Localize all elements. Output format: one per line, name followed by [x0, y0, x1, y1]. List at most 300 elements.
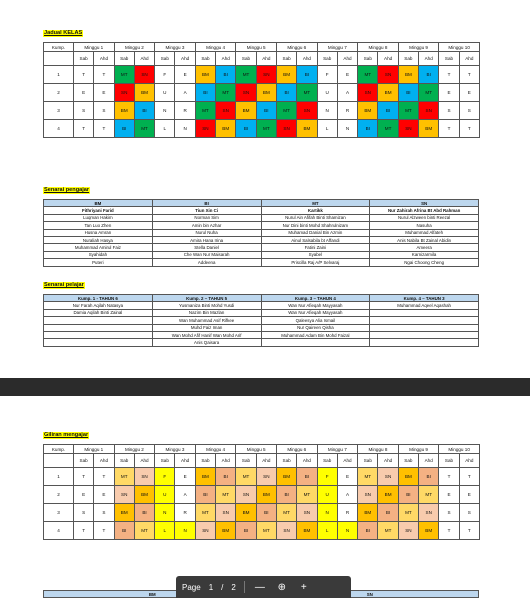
schedule-cell: BM	[236, 504, 256, 522]
list-cell: Muhammad Aqeel Aqashah	[370, 302, 479, 309]
schedule-cell: T	[439, 468, 459, 486]
day-header: Ahd	[94, 52, 114, 66]
list-cell	[44, 324, 153, 331]
day-header: Sab	[439, 454, 459, 468]
schedule-cell: BI	[134, 504, 154, 522]
schedule-cell: E	[439, 486, 459, 504]
schedule-cell: S	[94, 504, 114, 522]
day-header: Sab	[276, 454, 296, 468]
schedule-cell: SN	[256, 66, 276, 84]
schedule-cell: S	[94, 102, 114, 120]
pdf-page-2	[32, 396, 488, 598]
week-header: Minggu 3	[155, 445, 196, 454]
list-cell: Qaleesya Alia Ismail	[261, 317, 370, 324]
week-header: Minggu 7	[317, 445, 358, 454]
schedule-cell: BM	[297, 522, 317, 540]
schedule-cell: E	[337, 66, 357, 84]
list-cell: Nurul Ain Afifah Binti Shamizan	[261, 214, 370, 221]
schedule-cell: F	[317, 66, 337, 84]
schedule-cell: MT	[358, 66, 378, 84]
schedule-cell: T	[459, 522, 479, 540]
schedule-cell: T	[439, 66, 459, 84]
schedule-cell: SN	[419, 102, 439, 120]
schedule-cell: SN	[297, 102, 317, 120]
week-header: Minggu 2	[114, 43, 155, 52]
day-header: Sab	[358, 52, 378, 66]
group-cell: 4	[44, 522, 74, 540]
schedule-cell: BM	[236, 102, 256, 120]
week-header: Minggu 10	[439, 445, 480, 454]
list-cell: Husna Amran	[44, 229, 153, 236]
schedule-cell: MT	[195, 504, 215, 522]
schedule-cell: MT	[398, 504, 418, 522]
day-header: Ahd	[175, 454, 195, 468]
list-cell	[370, 309, 479, 316]
schedule-cell: BM	[378, 84, 398, 102]
schedule-cell: SN	[195, 522, 215, 540]
schedule-cell: SN	[276, 120, 296, 138]
week-header: Minggu 8	[358, 43, 399, 52]
schedule-cell: BI	[419, 66, 439, 84]
schedule-cell: BI	[216, 468, 236, 486]
group-header: Kump.	[44, 43, 74, 52]
schedule-cell: BM	[276, 66, 296, 84]
schedule-cell: SN	[398, 120, 418, 138]
schedule-cell: MT	[236, 468, 256, 486]
schedule-cell: T	[439, 120, 459, 138]
list-cell: Amira Hana Irina	[152, 236, 261, 243]
list-header: Kump. 2 – TAHUN 5	[152, 295, 261, 302]
schedule-cell: BM	[419, 120, 439, 138]
schedule-cell: A	[175, 84, 195, 102]
day-header: Ahd	[256, 52, 276, 66]
teachers-title: Senarai pengajar	[44, 187, 90, 193]
list-cell	[261, 339, 370, 346]
schedule-cell: SN	[276, 522, 296, 540]
schedule-cell: E	[175, 468, 195, 486]
schedule-cell: SN	[236, 486, 256, 504]
day-header: Ahd	[337, 454, 357, 468]
schedule-cell: MT	[358, 468, 378, 486]
schedule-cell: T	[94, 522, 114, 540]
schedule-cell: A	[337, 486, 357, 504]
week-header: Minggu 6	[276, 43, 317, 52]
schedule-cell: E	[459, 486, 479, 504]
schedule-cell: SN	[195, 120, 215, 138]
list-header: BI	[152, 200, 261, 207]
week-header: Minggu 1	[74, 445, 115, 454]
list-cell	[370, 324, 479, 331]
schedule-cell: BI	[419, 468, 439, 486]
lead-cell: Fithriyani Farid	[44, 207, 153, 214]
list-cell: Nasuha	[370, 222, 479, 229]
schedule-cell: N	[155, 102, 175, 120]
schedule-cell: U	[155, 486, 175, 504]
day-header: Sab	[155, 52, 175, 66]
schedule-cell: S	[459, 504, 479, 522]
schedule-cell: SN	[297, 504, 317, 522]
day-header: Ahd	[378, 52, 398, 66]
list-header: Kump. 4 – TAHUN 3	[370, 295, 479, 302]
list-cell: Syahidah	[44, 251, 153, 258]
schedule-cell: MT	[297, 84, 317, 102]
schedule-cell: S	[74, 102, 94, 120]
schedule-cell: MT	[419, 486, 439, 504]
schedule-cell: BI	[276, 84, 296, 102]
week-header: Minggu 4	[195, 445, 236, 454]
schedule-cell: N	[317, 504, 337, 522]
schedule-cell: BM	[398, 468, 418, 486]
schedule-cell: U	[155, 84, 175, 102]
list-cell: Stella Daniel	[152, 244, 261, 251]
group-header: Kump.	[44, 445, 74, 454]
schedule-cell: BI	[114, 120, 134, 138]
list-cell: Wan Mohd Afif Hanif Wan Mohd Arif	[152, 331, 261, 338]
day-header: Ahd	[419, 52, 439, 66]
schedule-cell: N	[337, 522, 357, 540]
list-cell: Norman Sim	[152, 214, 261, 221]
schedule-cell: SN	[216, 504, 236, 522]
schedule-cell: MT	[378, 120, 398, 138]
zoom-icon[interactable]: ⊕	[277, 581, 287, 593]
schedule-cell: MT	[236, 66, 256, 84]
list-cell: Yusmaniza Binti Mohd Yusdi	[152, 302, 261, 309]
schedule-cell: L	[155, 120, 175, 138]
schedule-cell: BM	[256, 486, 276, 504]
week-header: Minggu 10	[439, 43, 480, 52]
day-header: Sab	[74, 454, 94, 468]
schedule-cell: BI	[256, 102, 276, 120]
schedule-cell: SN	[134, 468, 154, 486]
page-separator: /	[221, 582, 224, 592]
blank-cell	[44, 454, 74, 468]
schedule-cell: F	[317, 468, 337, 486]
schedule-cell: L	[317, 120, 337, 138]
schedule-cell: BM	[216, 120, 236, 138]
group-cell: 4	[44, 120, 74, 138]
list-cell: Nur Dini binti Mohd Shahrulnizam	[261, 222, 370, 229]
schedule-cell: S	[459, 102, 479, 120]
list-cell: Nazim Bin Mazlan	[152, 309, 261, 316]
week-header: Minggu 9	[398, 445, 439, 454]
list-cell: Nurul Nuha	[152, 229, 261, 236]
day-header: Sab	[195, 52, 215, 66]
schedule-cell: E	[175, 66, 195, 84]
schedule-cell: BM	[378, 486, 398, 504]
group-cell: 3	[44, 102, 74, 120]
toolbar-divider	[244, 581, 245, 593]
day-header: Ahd	[256, 454, 276, 468]
schedule-cell: T	[74, 522, 94, 540]
schedule-cell: T	[439, 522, 459, 540]
zoom-out-button[interactable]: —	[254, 581, 265, 593]
schedule-cell: MT	[276, 504, 296, 522]
schedule-cell: BM	[419, 522, 439, 540]
page-gap	[0, 378, 530, 396]
schedule-cell: SN	[419, 504, 439, 522]
schedule-cell: MT	[378, 522, 398, 540]
schedule-cell: N	[175, 522, 195, 540]
schedule-cell: E	[94, 486, 114, 504]
list-cell: Nuraliah Hasya	[44, 236, 153, 243]
blank-cell	[44, 52, 74, 66]
list-cell: Wan Muhammad Asif Rifkee	[152, 317, 261, 324]
schedule-cell: MT	[134, 522, 154, 540]
schedule-cell: MT	[419, 84, 439, 102]
schedule-cell: BM	[398, 66, 418, 84]
day-header: Ahd	[216, 454, 236, 468]
day-header: Sab	[236, 454, 256, 468]
week-header: Minggu 3	[155, 43, 196, 52]
list-cell: Muhammad Adam Bin Mohd Faizal	[261, 331, 370, 338]
day-header: Ahd	[419, 454, 439, 468]
lead-cell: Kartikk	[261, 207, 370, 214]
schedule-cell: E	[74, 84, 94, 102]
group-cell: 3	[44, 504, 74, 522]
schedule-cell: SN	[114, 486, 134, 504]
schedule-cell: BI	[378, 102, 398, 120]
schedule-cell: SN	[114, 84, 134, 102]
day-header: Sab	[155, 454, 175, 468]
students-table	[43, 294, 479, 347]
schedule-cell: BM	[134, 486, 154, 504]
list-header: BM	[44, 200, 153, 207]
schedule-cell: S	[439, 504, 459, 522]
schedule-cell: U	[317, 84, 337, 102]
list-cell: Ngai Choong Cheng	[370, 259, 479, 266]
page-label: Page	[182, 582, 201, 592]
day-header: Ahd	[297, 52, 317, 66]
schedule-cell: E	[439, 84, 459, 102]
list-cell: Muhammad Amirul Faiz	[44, 244, 153, 251]
schedule-cell: T	[94, 66, 114, 84]
schedule-cell: R	[175, 504, 195, 522]
list-cell: Anis Qaisara	[152, 339, 261, 346]
schedule-cell: SN	[216, 102, 236, 120]
list-cell: Luqman Hakim	[44, 214, 153, 221]
schedule-cell: MT	[256, 522, 276, 540]
schedule-cell: BM	[195, 66, 215, 84]
list-cell	[44, 317, 153, 324]
list-cell	[370, 317, 479, 324]
list-cell: Anis Nabila Bt Zainal Abidin	[370, 236, 479, 243]
schedule-cell: SN	[378, 66, 398, 84]
schedule-cell: R	[175, 102, 195, 120]
week-header: Minggu 5	[236, 445, 277, 454]
schedule-cell: MT	[297, 486, 317, 504]
schedule-cell: MT	[195, 102, 215, 120]
list-cell: Nur Qaireen Qisha	[261, 324, 370, 331]
list-cell: Ameera	[370, 244, 479, 251]
schedule-cell: BI	[297, 66, 317, 84]
list-header: SN	[370, 200, 479, 207]
week-header: Minggu 4	[195, 43, 236, 52]
schedule-cell: SN	[134, 66, 154, 84]
schedule-cell: T	[459, 120, 479, 138]
list-header: BM	[44, 591, 262, 598]
lead-cell: Nur Zahirah Afrina Bt Abd Rahman	[370, 207, 479, 214]
schedule-cell: SN	[358, 486, 378, 504]
schedule-cell: SN	[256, 468, 276, 486]
list-header: Kump. 1 - TAHUN 6	[44, 295, 153, 302]
day-header: Sab	[317, 454, 337, 468]
schedule-cell: T	[94, 120, 114, 138]
schedule-cell: A	[337, 84, 357, 102]
schedule-cell: BM	[114, 504, 134, 522]
schedule-cell: BI	[358, 522, 378, 540]
schedule-cell: N	[337, 120, 357, 138]
schedule-cell: MT	[114, 468, 134, 486]
schedule-cell: BI	[236, 522, 256, 540]
week-header: Minggu 2	[114, 445, 155, 454]
day-header: Sab	[398, 52, 418, 66]
zoom-in-button[interactable]: +	[300, 581, 307, 593]
schedule-cell: BM	[358, 102, 378, 120]
day-header: Ahd	[175, 52, 195, 66]
schedule-cell: BM	[114, 102, 134, 120]
schedule-cell: BI	[195, 486, 215, 504]
schedule-cell: L	[155, 522, 175, 540]
schedule-cell: MT	[276, 102, 296, 120]
list-cell	[44, 339, 153, 346]
schedule-cell: T	[74, 120, 94, 138]
pdf-viewer-toolbar	[176, 576, 351, 598]
schedule-cell: N	[155, 504, 175, 522]
week-header: Minggu 5	[236, 43, 277, 52]
schedule-cell: MT	[216, 486, 236, 504]
list-cell: Amin bin Azhar	[152, 222, 261, 229]
schedule-cell: T	[74, 468, 94, 486]
schedule-cell: SN	[236, 84, 256, 102]
list-cell: Priscilla Raj A/P Selvaraj	[261, 259, 370, 266]
schedule-cell: MT	[134, 120, 154, 138]
list-cell: Ainul Salsabila bt Affandi	[261, 236, 370, 243]
week-header: Minggu 8	[358, 445, 399, 454]
day-header: Ahd	[134, 52, 154, 66]
schedule-cell: BI	[134, 102, 154, 120]
list-cell: Muhammad Alfateh	[370, 229, 479, 236]
schedule-cell: T	[74, 66, 94, 84]
day-header: Ahd	[297, 454, 317, 468]
teachers-table	[43, 199, 479, 267]
schedule-cell: N	[317, 102, 337, 120]
list-cell: Nurul Alzween binti Reezal	[370, 214, 479, 221]
schedule-title: Jadual KELAS	[44, 30, 83, 36]
day-header: Sab	[114, 454, 134, 468]
list-cell: Damia Aqilah Binti Zainal	[44, 309, 153, 316]
week-header: Minggu 6	[276, 445, 317, 454]
day-header: Sab	[195, 454, 215, 468]
list-header: MT	[261, 200, 370, 207]
schedule-cell: N	[175, 120, 195, 138]
list-cell: Muhamad Danial Bin Azmin	[261, 229, 370, 236]
day-header: Sab	[358, 454, 378, 468]
schedule-cell: MT	[216, 84, 236, 102]
week-header: Minggu 1	[74, 43, 115, 52]
schedule-cell: BI	[378, 504, 398, 522]
schedule-cell: BI	[256, 504, 276, 522]
schedule-cell: MT	[256, 120, 276, 138]
schedule-cell: BI	[114, 522, 134, 540]
day-header: Ahd	[459, 454, 479, 468]
schedule-cell: F	[155, 468, 175, 486]
current-page-input[interactable]: 1	[208, 582, 214, 592]
schedule-cell: BM	[134, 84, 154, 102]
lead-cell: Tiun Xin Ci	[152, 207, 261, 214]
day-header: Sab	[398, 454, 418, 468]
day-header: Sab	[439, 52, 459, 66]
schedule-cell: SN	[358, 84, 378, 102]
schedule-cell: BI	[216, 66, 236, 84]
schedule-cell: SN	[378, 468, 398, 486]
day-header: Sab	[236, 52, 256, 66]
schedule-cell: T	[459, 468, 479, 486]
schedule-cell: E	[94, 84, 114, 102]
schedule-cell: BI	[398, 486, 418, 504]
schedule-cell: BI	[358, 120, 378, 138]
schedule-cell: S	[439, 102, 459, 120]
schedule-cell: MT	[398, 102, 418, 120]
schedule-table	[43, 42, 480, 138]
day-header: Ahd	[94, 454, 114, 468]
schedule-cell: BM	[358, 504, 378, 522]
list-cell: Fatini Zaini	[261, 244, 370, 251]
schedule-cell: MT	[114, 66, 134, 84]
list-header: SN	[261, 591, 479, 598]
schedule-cell: BM	[297, 120, 317, 138]
day-header: Ahd	[134, 454, 154, 468]
day-header: Ahd	[378, 454, 398, 468]
students-title: Senarai pelajar	[44, 282, 84, 288]
day-header: Sab	[74, 52, 94, 66]
pdf-page-1	[32, 0, 488, 378]
schedule-table-2	[43, 444, 480, 540]
list-cell: Wan Nur Afieqah Mayyasah	[261, 302, 370, 309]
schedule-cell: BI	[195, 84, 215, 102]
schedule-cell: SN	[398, 522, 418, 540]
schedule-cell: BM	[216, 522, 236, 540]
schedule-cell: R	[337, 102, 357, 120]
schedule-cell: R	[337, 504, 357, 522]
list-cell	[44, 331, 153, 338]
schedule-cell: E	[337, 468, 357, 486]
schedule-cell: BM	[276, 468, 296, 486]
list-cell: Che Wan Nur Maisarah	[152, 251, 261, 258]
list-cell: Puteri	[44, 259, 153, 266]
group-cell: 1	[44, 66, 74, 84]
schedule-cell: BI	[276, 486, 296, 504]
schedule-cell: T	[459, 66, 479, 84]
day-header: Sab	[317, 52, 337, 66]
week-header: Minggu 9	[398, 43, 439, 52]
schedule-cell: E	[74, 486, 94, 504]
list-header: Kump. 3 – TAHUN 4	[261, 295, 370, 302]
group-cell: 2	[44, 84, 74, 102]
day-header: Sab	[276, 52, 296, 66]
list-cell: Nur Farah Aqilah Natasya	[44, 302, 153, 309]
schedule-cell: BI	[236, 120, 256, 138]
schedule-cell: BM	[195, 468, 215, 486]
schedule-cell: BM	[256, 84, 276, 102]
list-cell: Tan Luo Zhen	[44, 222, 153, 229]
schedule-cell: F	[155, 66, 175, 84]
schedule-cell: L	[317, 522, 337, 540]
schedule-cell: BI	[398, 84, 418, 102]
group-cell: 1	[44, 468, 74, 486]
list-cell	[370, 339, 479, 346]
list-cell: Addeena	[152, 259, 261, 266]
schedule-cell: E	[459, 84, 479, 102]
